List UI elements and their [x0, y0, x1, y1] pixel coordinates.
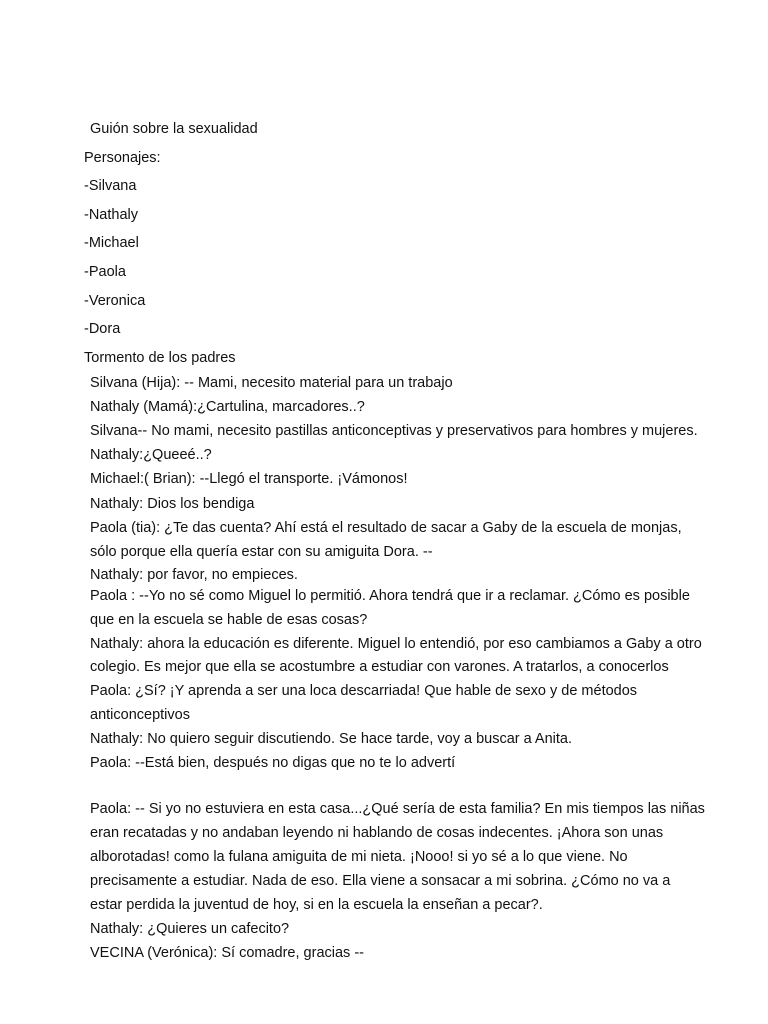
dialogue-line: precisamente a estudiar. Nada de eso. Ella viene a sonsacar a mi sobrina. ¿Cómo no va a [90, 873, 671, 889]
dialogue-line: Silvana-- No mami, necesito pastillas anticonceptivas y preservativos para hombres y mujeres. [90, 423, 698, 439]
dialogue-line: Michael:( Brian): --Llegó el transporte. ¡Vámonos! [90, 471, 408, 487]
dialogue-line: estar perdida la juventud de hoy, si en la escuela la enseñan a pecar?. [90, 897, 543, 913]
dialogue-line: anticonceptivos [90, 707, 190, 723]
dialogue-line: Paola: --Está bien, después no digas que no te lo advertí [90, 755, 456, 771]
dialogue-line: Nathaly: Dios los bendiga [90, 496, 255, 512]
dialogue-line: VECINA (Verónica): Sí comadre, gracias -- [90, 945, 364, 961]
dialogue-line: que en la escuela se hable de esas cosas? [90, 612, 368, 628]
characters-heading: Personajes: [84, 150, 161, 166]
dialogue-line: Paola : --Yo no sé como Miguel lo permitió. Ahora tendrá que ir a reclamar. ¿Cómo es posible [90, 588, 690, 604]
dialogue-line: Paola: -- Si yo no estuviera en esta casa...¿Qué sería de esta familia? En mis tiempos las niñas [90, 801, 705, 817]
dialogue-line: Nathaly: No quiero seguir discutiendo. Se hace tarde, voy a buscar a Anita. [90, 731, 573, 747]
character-item: -Nathaly [84, 207, 138, 223]
dialogue-line: Nathaly: ¿Quieres un cafecito? [90, 921, 290, 937]
character-item: -Paola [84, 264, 126, 280]
character-item: -Veronica [84, 293, 146, 309]
dialogue-line: Nathaly: por favor, no empieces. [90, 567, 298, 583]
dialogue-line: Paola: ¿Sí? ¡Y aprenda a ser una loca descarriada! Que hable de sexo y de métodos [90, 683, 638, 699]
dialogue-line: Paola (tia): ¿Te das cuenta? Ahí está el resultado de sacar a Gaby de la escuela de monjas, [90, 520, 682, 536]
dialogue-line: Nathaly (Mamá):¿Cartulina, marcadores..? [90, 399, 365, 415]
character-item: -Michael [84, 235, 139, 251]
dialogue-line: Nathaly:¿Queeé..? [90, 447, 212, 463]
document-title: Guión sobre la sexualidad [90, 121, 258, 137]
dialogue-line: colegio. Es mejor que ella se acostumbre a estudiar con varones. A tratarlos, a conocerlos [90, 659, 669, 675]
dialogue-line: alborotadas! como la fulana amiguita de mi nieta. ¡Nooo! si yo sé a lo que viene. No [90, 849, 628, 865]
dialogue-line: eran recatadas y no andaban leyendo ni hablando de cosas indecentes. ¡Ahora son unas [90, 825, 664, 841]
dialogue-line: sólo porque ella quería estar con su amiguita Dora. -- [90, 544, 433, 560]
dialogue-line: Silvana (Hija): -- Mami, necesito material para un trabajo [90, 375, 453, 391]
character-item: -Dora [84, 321, 121, 337]
scene-title: Tormento de los padres [84, 350, 236, 366]
dialogue-line: Nathaly: ahora la educación es diferente. Miguel lo entendió, por eso cambiamos a Gaby a otro [90, 636, 702, 652]
character-item: -Silvana [84, 178, 137, 194]
